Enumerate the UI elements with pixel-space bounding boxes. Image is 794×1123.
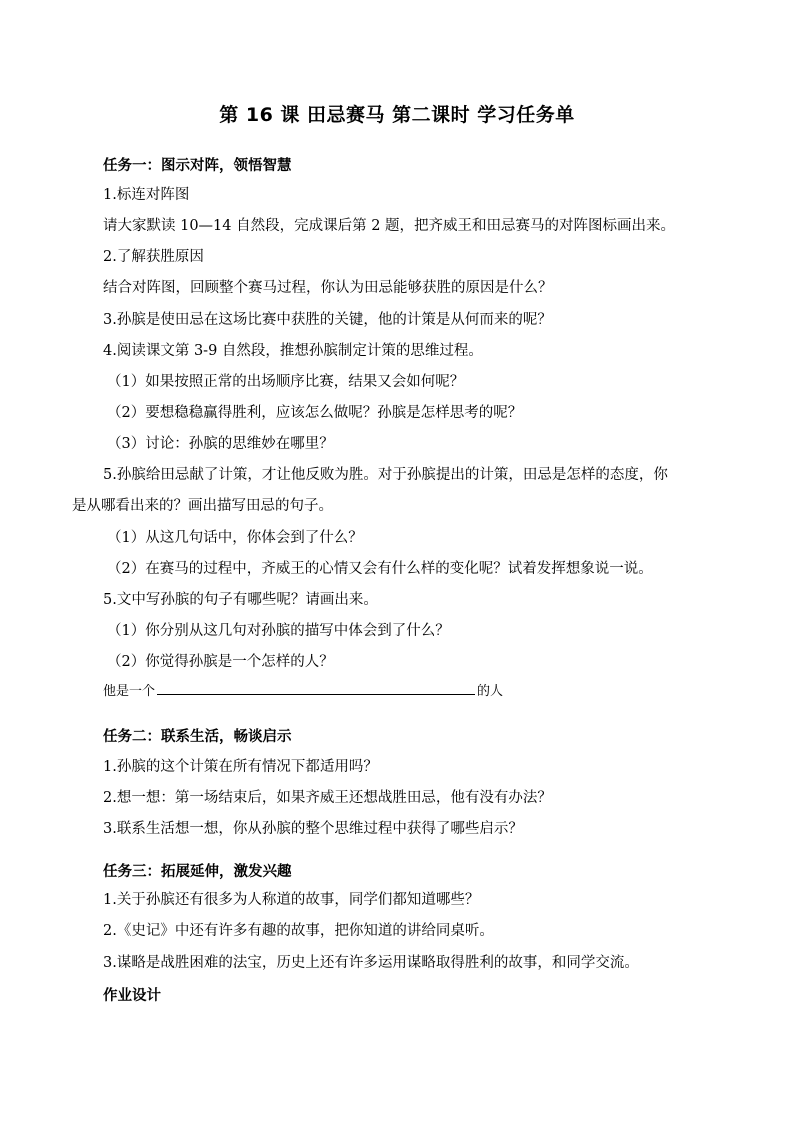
task2-line-2: 2.想一想：第一场结束后，如果齐威王还想战胜田忌，他有没有办法？ xyxy=(103,790,552,806)
task2-heading: 任务二：联系生活，畅谈启示 xyxy=(103,729,292,745)
task1-line-10: 5.孙膑给田忌献了计策，才让他反败为胜。对于孙膑提出的计策，田忌是怎样的态度，你 xyxy=(103,467,668,483)
task1-line-5: 3.孙膑是使田忌在这场比赛中获胜的关键，他的计策是从何而来的呢？ xyxy=(103,312,552,328)
task2-line-1: 1.孙膑的这个计策在所有情况下都适用吗？ xyxy=(103,759,378,775)
task1-line-3: 2.了解获胜原因 xyxy=(103,249,204,265)
fill-in-blank-row xyxy=(103,680,503,703)
task1-line-6: 4.阅读课文第 3-9 自然段，推想孙膑制定计策的思维过程。 xyxy=(103,343,483,359)
task1-line-2: 请大家默读 10—14 自然段，完成课后第 2 题，把齐威王和田忌赛马的对阵图标画出来。 xyxy=(103,218,676,234)
task1-line-14: 5.文中写孙膑的句子有哪些呢？请画出来。 xyxy=(103,592,378,608)
task1-line-7: （1）如果按照正常的出场顺序比赛，结果又会如何呢？ xyxy=(107,374,465,390)
task1-heading: 任务一：图示对阵，领悟智慧 xyxy=(103,158,292,174)
blank-suffix: 的人 xyxy=(477,684,504,699)
task1-line-4: 结合对阵图，回顾整个赛马过程，你认为田忌能够获胜的原因是什么？ xyxy=(103,280,553,296)
answer-blank[interactable] xyxy=(157,680,475,695)
task3-heading: 任务三：拓展延伸，激发兴趣 xyxy=(103,864,292,880)
task1-line-13: （2）在赛马的过程中，齐威王的心情又会有什么样的变化呢？试着发挥想象说一说。 xyxy=(107,561,653,577)
page-title: 第 16 课 田忌赛马 第二课时 学习任务单 xyxy=(219,104,575,126)
task1-line-8: （2）要想稳稳赢得胜利，应该怎么做呢？孙膑是怎样思考的呢？ xyxy=(107,405,523,421)
task1-line-12: （1）从这几句话中，你体会到了什么？ xyxy=(107,530,363,546)
blank-prefix: 他是一个 xyxy=(103,684,156,699)
task3-line-1: 1.关于孙膑还有很多为人称道的故事，同学们都知道哪些？ xyxy=(103,892,480,908)
task1-line-11: 是从哪看出来的？画出描写田忌的句子。 xyxy=(72,498,333,514)
homework-heading: 作业设计 xyxy=(103,988,161,1004)
task1-line-1: 1.标连对阵图 xyxy=(103,187,190,203)
task1-line-15: （1）你分别从这几句对孙膑的描写中体会到了什么？ xyxy=(107,623,450,639)
task3-line-2: 2.《史记》中还有许多有趣的故事，把你知道的讲给同桌听。 xyxy=(103,923,494,939)
task2-line-3: 3.联系生活想一想，你从孙膑的整个思维过程中获得了哪些启示？ xyxy=(103,821,523,837)
task1-line-16: （2）你觉得孙膑是一个怎样的人？ xyxy=(107,654,334,670)
task1-line-9: （3）讨论：孙膑的思维妙在哪里？ xyxy=(107,436,334,452)
task3-line-3: 3.谋略是战胜困难的法宝，历史上还有许多运用谋略取得胜利的故事，和同学交流。 xyxy=(103,955,639,971)
